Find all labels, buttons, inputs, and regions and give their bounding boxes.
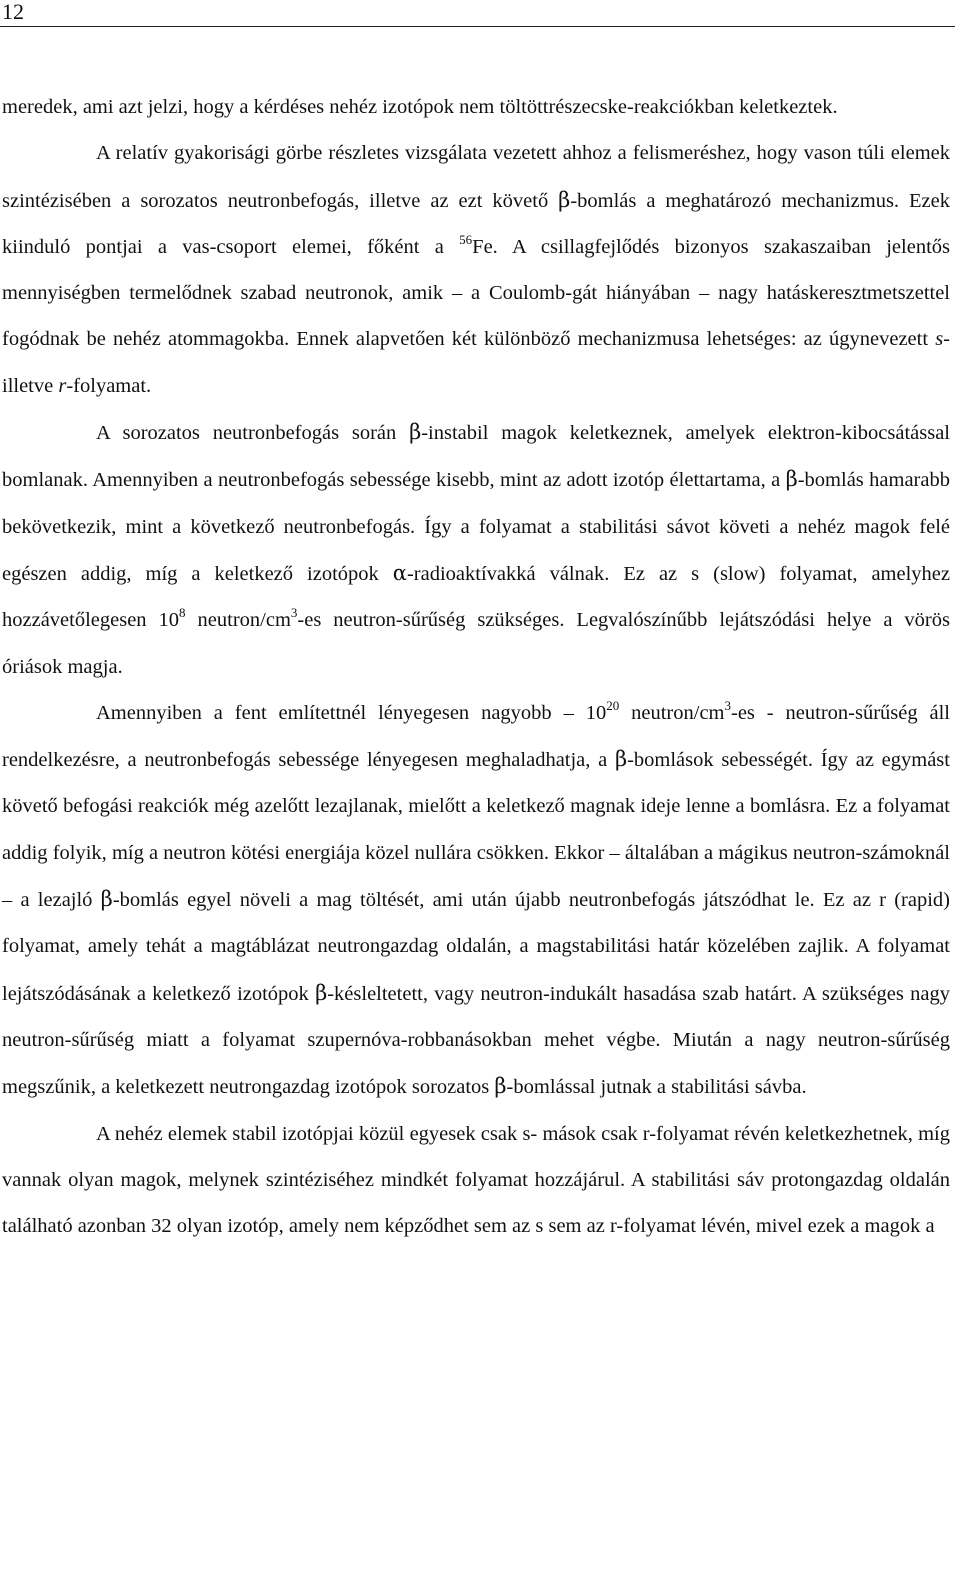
paragraph-relative-abundance <box>2 130 950 409</box>
text-run: neutron/cm <box>619 701 725 724</box>
text-run: -bomlással jutnak a stabilitási sávba. <box>506 1076 807 1099</box>
body-text <box>2 84 950 1249</box>
beta-symbol: β <box>315 980 328 1005</box>
exponent: 8 <box>179 605 186 621</box>
text-run: Fe. A csillagfejlődés bizonyos szakaszaiban jelentős mennyiségben termelődnek szabad neutronok, amik – a Coulomb-gát hiányában – nagy hatáskeresztmetszettel fogódnak be nehéz atommagokba. Ennek alapvetően két különböző mechanizmusa lehetséges: az úgynevezett <box>2 235 950 351</box>
exponent: 3 <box>724 697 731 713</box>
isotope-mass-number: 56 <box>459 231 473 247</box>
text-run: -bomlás egyel növeli a mag töltését, ami után újabb neutronbefogás játszódhat le. Ez az r (rapid) folyamat, amely tehát a magtáblázat neutrongazdag oldalán, a magstabilitási határ közelében zajlik. A folyamat lejátszódásának a keletkező izotópok <box>2 889 951 1005</box>
text-run: neutron/cm <box>185 609 291 632</box>
text-run: -radioaktívakká válnak. Ez az s (slow) folyamat, amelyhez hozzávetőlegesen 10 <box>2 562 950 632</box>
exponent: 20 <box>606 697 620 713</box>
paragraph-s-process <box>2 409 950 690</box>
text-run: A sorozatos neutronbefogás során <box>96 422 410 445</box>
text-run: Amennyiben a fent említettnél lényegesen nagyobb – 10 <box>96 701 607 724</box>
page-header <box>0 0 955 27</box>
beta-symbol: β <box>409 420 422 445</box>
text-run: -es neutron-sűrűség szükséges. Legvalószínűbb lejátszódási helye a vörös óriások magja. <box>2 609 950 678</box>
page-number: 12 <box>2 0 24 24</box>
text-run: -es - neutron-sűrűség áll rendelkezésre, a neutronbefogás sebessége lényegesen meghaladhatja, a <box>2 701 950 772</box>
paragraph-continued <box>2 84 950 130</box>
paragraph-text: meredek, ami azt jelzi, hogy a kérdéses nehéz izotópok nem töltöttrészecske-reakciókban keletkeztek. <box>2 96 838 118</box>
text-run: - illetve <box>2 328 950 397</box>
text-run: -bomlás a meghatározó mechanizmus. Ezek kiinduló pontjai a vas-csoport elemei, főként a <box>2 189 950 258</box>
beta-symbol: β <box>558 187 571 212</box>
r-process-label: r <box>58 374 67 397</box>
text-run: -instabil magok keletkeznek, amelyek elektron-kibocsátással bomlanak. Amennyiben a neutronbefogás sebessége kisebb, mint az adott izotóp élettartama, a <box>2 422 950 492</box>
text-run: -folyamat. <box>66 374 152 397</box>
beta-symbol: β <box>494 1074 507 1099</box>
alpha-symbol: α <box>392 560 407 585</box>
paragraph-r-process <box>2 690 950 1111</box>
beta-symbol: β <box>785 467 798 492</box>
beta-symbol: β <box>614 747 628 772</box>
text-run: A relatív gyakorisági görbe részletes vizsgálata vezetett ahhoz a felismeréshez, hogy vason túli elemek szintézisében a sorozatos neutronbefogás, illetve az ezt követő <box>2 142 950 212</box>
exponent: 3 <box>290 605 298 621</box>
s-process-label: s <box>935 328 944 351</box>
beta-symbol: β <box>100 887 113 912</box>
text-run: -bomlások sebességét. Így az egymást követő befogási reakciók még azelőtt lezajlanak, mielőtt a keletkező magnak ideje lenne a bomlásra. Ez a folyamat addig folyik, míg a neutron kötési energiája közel nullára csökken. Ekkor – általában a mágikus neutron-számoknál – a lezajló <box>2 749 950 912</box>
text-run: -késleltetett, vagy neutron-indukált hasadása szab határt. A szükséges nagy neutron-sűrűség miatt a folyamat szupernóva-robbanásokban mehet végbe. Miután a nagy neutron-sűrűség megszűnik, a keletkezett neutrongazdag izotópok sorozatos <box>2 982 951 1099</box>
paragraph-text: A nehéz elemek stabil izotópjai közül egyesek csak s- mások csak r-folyamat révén keletkezhetnek, míg vannak olyan magok, melynek szintéziséhez mindkét folyamat hozzájárul. A stabilitási sáv protongazdag oldalán található azonban 32 olyan izotóp, amely nem képződhet sem az s sem az r-folyamat lévén, mivel ezek a magok a <box>2 1122 950 1238</box>
paragraph-stable-isotopes <box>2 1111 950 1250</box>
text-run: -bomlás hamarabb bekövetkezik, mint a következő neutronbefogás. Így a folyamat a stabilitási sávot követi a nehéz magok felé egészen addig, míg a keletkező izotópok <box>2 469 950 585</box>
